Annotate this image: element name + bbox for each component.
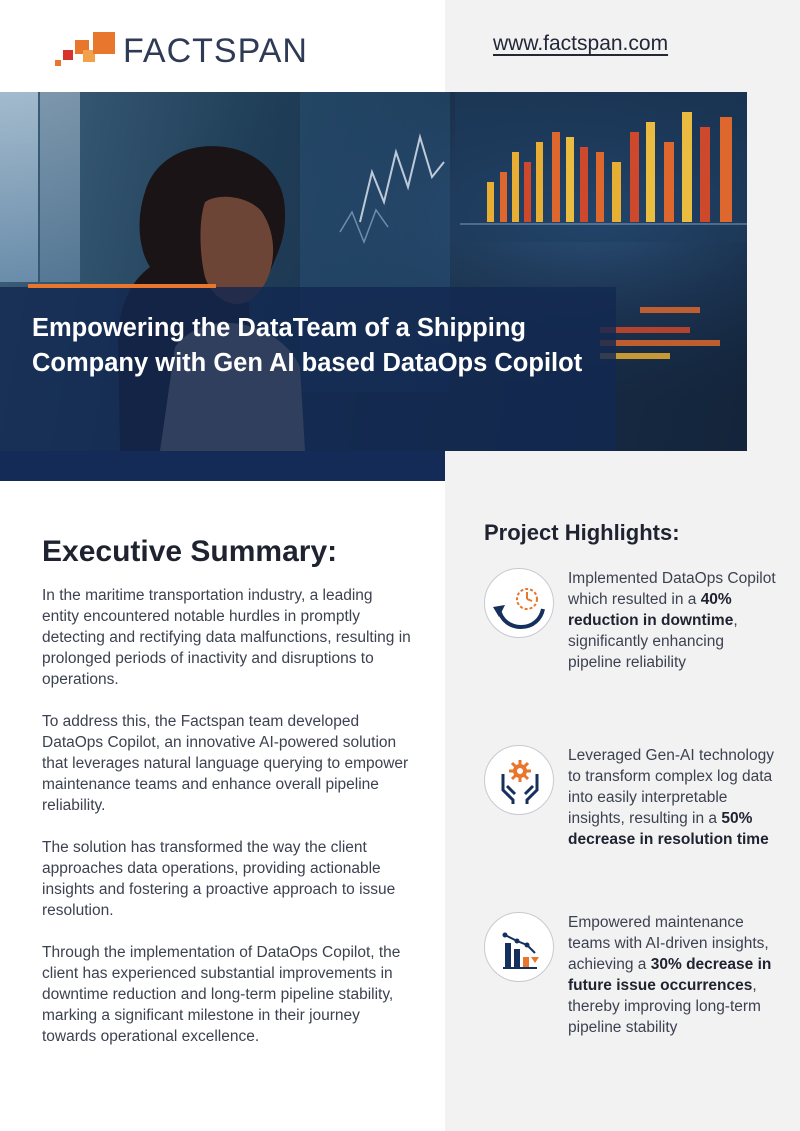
website-link[interactable]: www.factspan.com [493, 32, 669, 55]
title-band-footer [0, 451, 445, 481]
project-highlights-heading: Project Highlights: [484, 520, 680, 545]
factspan-logo[interactable] [55, 30, 335, 72]
declining-chart-icon [484, 912, 554, 982]
summary-paragraph: In the maritime transportation industry, a leading entity encountered notable hurdles in promptly detecting and rectifying data malfunctions, resulting in prolonged periods of inactivity and disruptions to operations. [42, 587, 411, 688]
executive-summary-body [42, 585, 412, 1068]
summary-paragraph: To address this, the Factspan team developed DataOps Copilot, an innovative AI-powered solution that leverages natural language querying to empower maintenance teams and enhance overall pipeline reliability. [42, 713, 409, 814]
executive-summary-heading: Executive Summary: [42, 535, 338, 568]
highlight-text: Implemented DataOps Copilot which resulted in a 40% reduction in downtime, significantly enhancing pipeline reliability [568, 570, 776, 671]
summary-paragraph: The solution has transformed the way the client approaches data operations, providing actionable insights and fostering a proactive approach to issue resolution. [42, 839, 396, 919]
summary-paragraph: Through the implementation of DataOps Copilot, the client has experienced substantial improvements in downtime reduction and long-term pipeline stability, marking a significant milestone in their journey towards operational excellence. [42, 944, 401, 1045]
logo-mark-icon [55, 30, 121, 72]
clock-arrow-icon [484, 568, 554, 638]
highlight-text: Empowered maintenance teams with AI-driven insights, achieving a 30% decrease in future issue occurrences, thereby improving long-term pipeline stability [568, 914, 772, 1036]
highlight-text: Leveraged Gen-AI technology to transform complex log data into easily interpretable insights, resulting in a 50% decrease in resolution time [568, 747, 774, 848]
hands-gear-icon [484, 745, 554, 815]
accent-line [28, 284, 216, 288]
page-title: Empowering the DataTeam of a Shipping Company with Gen AI based DataOps Copilot [32, 314, 583, 377]
logo-text: FACTSPAN [123, 31, 308, 70]
